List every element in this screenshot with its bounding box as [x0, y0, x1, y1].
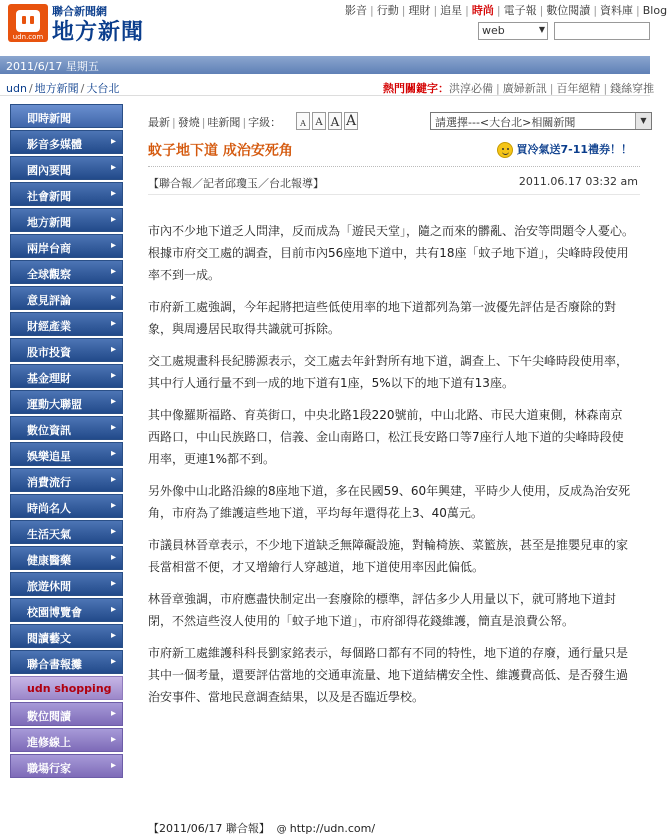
topnav-item[interactable]: Blog	[642, 4, 667, 17]
sidebar-item[interactable]: 地方新聞 ▸	[10, 208, 123, 232]
breadcrumb-item[interactable]: udn	[6, 82, 27, 95]
breadcrumb-item[interactable]: 大台北	[86, 82, 120, 95]
font-size-smallest-button[interactable]: A	[296, 112, 310, 130]
search-scope-select[interactable]: web ▼	[478, 22, 548, 40]
article-signoff	[148, 820, 375, 836]
sidebar-item[interactable]: 時尚名人 ▸	[10, 494, 123, 518]
promo-link[interactable]: 買冷氣送7-11禮券！！	[497, 141, 632, 158]
sidebar-item[interactable]: 財經產業 ▸	[10, 312, 123, 336]
search-input[interactable]	[554, 22, 650, 40]
sidebar-item[interactable]: 兩岸台商 ▸	[10, 234, 123, 258]
search-area	[478, 22, 548, 40]
sidebar-item[interactable]: 數位閱讀 ▸	[10, 702, 123, 726]
article-paragraph: 市內不少地下道乏人問津，反而成為「遊民天堂」，隨之而來的髒亂、治安等問題令人憂心。根據市府交工處的調查，目前市內56座地下道中，共有18座「蚊子地下道」，尖峰時段使用率不到一成。	[148, 224, 635, 282]
sidebar-item[interactable]: 運動大聯盟 ▸	[10, 390, 123, 414]
divider	[148, 194, 640, 195]
logo-text: udn.com	[12, 33, 44, 41]
hot-keywords: 熱門關鍵字：洪淳必備 | 廣婦新訊 | 百年絕精 | 錢絲穿推	[383, 82, 655, 95]
topnav-item[interactable]: 追星	[440, 4, 463, 17]
related-news-select[interactable]: 請選擇---<大台北>相關新聞 ▼	[430, 112, 652, 130]
sidebar-item[interactable]: 消費流行 ▸	[10, 468, 123, 492]
topnav-item[interactable]: 理財	[408, 4, 431, 17]
breadcrumb-item[interactable]: 地方新聞	[34, 82, 79, 95]
chevron-right-icon: ▸	[110, 344, 116, 355]
sidebar-item[interactable]: 影音多媒體 ▸	[10, 130, 123, 154]
toolbar-links: 最新 | 發燒 | 哇新聞 | 字級：	[148, 116, 282, 129]
chevron-right-icon: ▸	[110, 162, 116, 173]
article-paragraph: 市府新工處維護科科長劉家銘表示，每個路口都有不同的特性，地下道的存廢，通行量只是其中一個考量，還要評估當地的交通車流量、地下道結構安全性、維護費高低、是否發生過治安事件、當地民意調查結果，以及是否臨近學校。	[148, 646, 629, 704]
topnav-item[interactable]: 資料庫	[600, 4, 634, 17]
font-size-label: 字級：	[248, 116, 282, 129]
chevron-right-icon: ▸	[110, 448, 116, 459]
article-body	[148, 220, 634, 718]
chevron-right-icon: ▸	[110, 578, 116, 589]
sidebar-item[interactable]: 數位資訊 ▸	[10, 416, 123, 440]
sidebar-item[interactable]: 娛樂追星 ▸	[10, 442, 123, 466]
sidebar-item[interactable]: 聯合書報攤 ▸	[10, 650, 123, 674]
chevron-right-icon: ▸	[110, 604, 116, 615]
article-title-row	[148, 140, 640, 162]
chevron-right-icon: ▸	[110, 292, 116, 303]
smiley-icon	[497, 142, 513, 158]
at-icon: @	[273, 824, 290, 835]
article-byline: 【聯合報／記者邱瓊玉／台北報導】	[148, 177, 324, 190]
chevron-right-icon: ▸	[110, 370, 116, 381]
sidebar-item[interactable]: 即時新聞	[10, 104, 123, 128]
hot-keywords-label: 熱門關鍵字：	[383, 82, 449, 95]
hot-keyword[interactable]: 廣婦新訊	[502, 82, 547, 95]
hot-keyword[interactable]: 錢絲穿推	[610, 82, 655, 95]
chevron-right-icon: ▸	[110, 422, 116, 433]
breadcrumb-row	[0, 78, 655, 96]
chevron-right-icon: ▸	[110, 708, 116, 719]
chevron-right-icon: ▸	[110, 656, 116, 667]
breadcrumb: udn / 地方新聞 / 大台北	[6, 82, 120, 95]
article-toolbar	[148, 110, 647, 132]
section-brand-title[interactable]: 地方新聞	[52, 20, 145, 45]
date-bar	[0, 56, 650, 74]
font-size-large-button[interactable]: A	[345, 113, 357, 129]
current-date: 2011/6/17 星期五	[6, 60, 99, 73]
sidebar-item[interactable]: 社會新聞 ▸	[10, 182, 123, 206]
chevron-right-icon: ▸	[110, 240, 116, 251]
sidebar-item[interactable]: 國內要聞 ▸	[10, 156, 123, 180]
article-title: 蚊子地下道 成治安死角	[148, 143, 293, 159]
font-size-medium-button[interactable]: A	[328, 112, 342, 130]
topnav-item[interactable]: 影音	[345, 4, 367, 17]
hot-keyword[interactable]: 百年絕精	[556, 82, 601, 95]
chevron-right-icon: ▸	[110, 318, 116, 329]
article-paragraph: 其中像羅斯福路、育英街口，中央北路1段220號前，中山北路、市民大道東側，林森南京西路口，中山民族路口，信義、金山南路口，松江長安路口等7座行人地下道的尖峰時段使用率，更連1%都不到。	[148, 408, 624, 466]
chevron-right-icon: ▸	[110, 474, 116, 485]
article-paragraph: 市府新工處強調，今年起將把這些低使用率的地下道都列為第一波優先評估是否廢除的對象，與周邊居民取得共識就可拆除。	[148, 300, 617, 336]
topnav-item[interactable]: 時尚	[471, 4, 494, 17]
toolbar-link[interactable]: 發燒	[177, 116, 200, 129]
toolbar-link[interactable]: 最新	[148, 116, 170, 129]
font-size-small-button[interactable]: A	[312, 112, 326, 130]
chevron-right-icon: ▸	[110, 500, 116, 511]
chevron-down-icon: ▼	[635, 113, 651, 129]
chevron-right-icon: ▸	[110, 136, 116, 147]
chevron-right-icon: ▸	[110, 526, 116, 537]
sidebar-item[interactable]: 全球觀察 ▸	[10, 260, 123, 284]
article-source-date: 【2011/06/17 聯合報】	[148, 822, 270, 835]
article-paragraph: 交工處規畫科長紀勝源表示，交工處去年針對所有地下道，調查上、下午尖峰時段使用率，其中行人通行量不到一成的地下道有1座，5%以下的地下道有13座。	[148, 354, 629, 390]
article-paragraph: 市議員林晉章表示，不少地下道缺乏無障礙設施，對輪椅族、菜籃族，甚至是推嬰兒車的家長當相當不便，才又增繪行人穿越道，地下道使用率因此偏低。	[148, 538, 629, 574]
chevron-right-icon: ▸	[110, 266, 116, 277]
article-paragraph: 林晉章強調，市府應盡快制定出一套廢除的標準，評估多少人用量以下，就可將地下道封閉，不然這些沒人使用的「蚊子地下道」，市府卻得花錢維護，簡直是浪費公帑。	[148, 592, 617, 628]
chevron-right-icon: ▸	[110, 630, 116, 641]
sidebar-item[interactable]: 健康醫藥 ▸	[10, 546, 123, 570]
article-date: 2011.06.17 03:32 am	[518, 175, 638, 188]
article-paragraph: 另外像中山北路沿線的8座地下道，多在民國59、60年興建，平時少人使用，反成為治安死角，市府為了維護這些地下道，平均每年還得花上3、40萬元。	[148, 484, 631, 520]
hot-keyword[interactable]: 洪淳必備	[449, 82, 493, 95]
chevron-right-icon: ▸	[110, 734, 116, 745]
brand-name: 聯合新聞網	[52, 5, 107, 18]
plug-icon	[16, 10, 40, 32]
site-header	[0, 0, 667, 52]
sidebar-item[interactable]: 閱讀藝文 ▸	[10, 624, 123, 648]
topnav-item[interactable]: 電子報	[503, 4, 537, 17]
chevron-down-icon: ▼	[538, 25, 545, 34]
chevron-right-icon: ▸	[110, 188, 116, 199]
divider	[148, 166, 640, 167]
udn-logo[interactable]	[8, 4, 48, 42]
sidebar-item[interactable]: 旅遊休閒 ▸	[10, 572, 123, 596]
chevron-right-icon: ▸	[110, 214, 116, 225]
chevron-right-icon: ▸	[110, 552, 116, 563]
sidebar-item[interactable]: 生活天氣 ▸	[10, 520, 123, 544]
top-navigation: 影音 | 行動 | 理財 | 追星 | 時尚 | 電子報 | 數位閱讀 | 資料庫 | Blog	[345, 4, 667, 17]
topnav-item[interactable]: 數位閱讀	[546, 4, 591, 17]
sidebar-item[interactable]: 進修線上 ▸	[10, 728, 123, 752]
sidebar-item[interactable]: 股市投資 ▸	[10, 338, 123, 362]
sidebar-item[interactable]: 校園博覽會 ▸	[10, 598, 123, 622]
toolbar-link[interactable]: 哇新聞	[207, 116, 241, 129]
source-link[interactable]: http://udn.com/	[289, 822, 376, 835]
sidebar-item[interactable]: 職場行家 ▸	[10, 754, 123, 778]
sidebar-nav	[10, 104, 123, 780]
sidebar-item-shopping[interactable]: udn shopping	[10, 676, 123, 700]
sidebar-item[interactable]: 意見評論 ▸	[10, 286, 123, 310]
sidebar-item[interactable]: 基金理財 ▸	[10, 364, 123, 388]
chevron-right-icon: ▸	[110, 396, 116, 407]
chevron-right-icon: ▸	[110, 760, 116, 771]
topnav-item[interactable]: 行動	[376, 4, 399, 17]
